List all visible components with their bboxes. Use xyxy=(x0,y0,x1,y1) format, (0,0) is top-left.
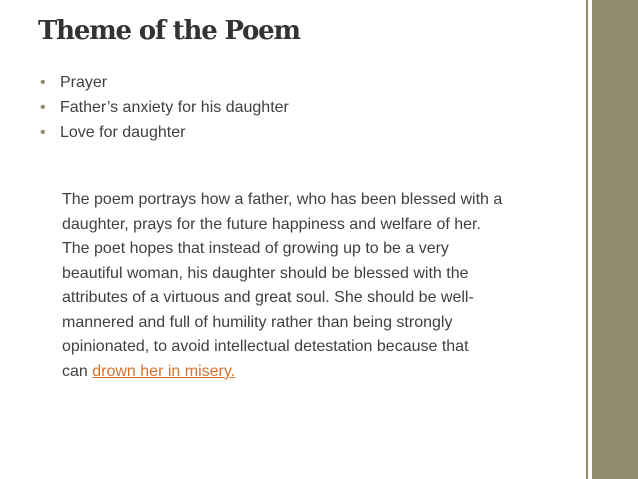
bullet-list xyxy=(40,70,289,145)
bullet-text: Father’s anxiety for his daughter xyxy=(60,99,289,116)
paragraph-last-line xyxy=(62,360,602,385)
paragraph-line: opinionated, to avoid intellectual detestation because that xyxy=(62,338,469,355)
paragraph-line: mannered and full of humility rather than being strongly xyxy=(62,313,453,331)
paragraph-line: daughter, prays for the future happiness and welfare of her. xyxy=(62,215,481,233)
bullet-text: Love for daughter xyxy=(60,124,186,141)
bullet-item xyxy=(40,120,289,145)
paragraph-line-prefix: can xyxy=(62,362,93,380)
bullet-dot-icon: • xyxy=(40,74,46,91)
slide-title: Theme of the Poem xyxy=(38,16,300,46)
paragraph-line: The poem portrays how a father, who has been blessed with a xyxy=(62,191,503,208)
paragraph-line: The poet hopes that instead of growing up to be a very xyxy=(62,240,449,257)
paragraph-line: attributes of a virtuous and great soul. She should be well- xyxy=(62,289,474,306)
bullet-dot-icon: • xyxy=(40,99,46,116)
body-paragraph xyxy=(62,188,602,384)
bullet-item xyxy=(40,95,289,120)
misery-link[interactable]: drown her in misery. xyxy=(92,362,236,380)
bullet-text: Prayer xyxy=(60,74,108,91)
bullet-dot-icon: • xyxy=(40,124,46,141)
paragraph-line: beautiful woman, his daughter should be blessed with the xyxy=(62,264,469,282)
bullet-item xyxy=(40,70,289,95)
